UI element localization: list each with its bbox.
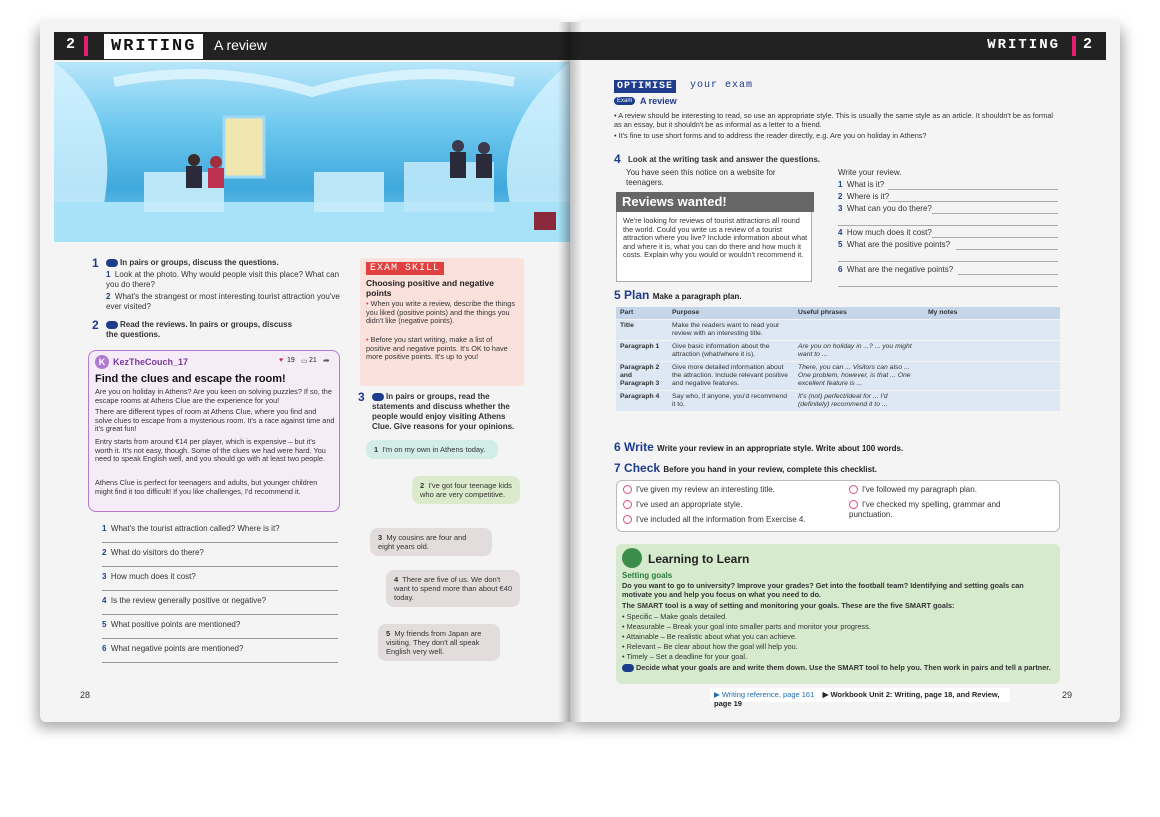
ice-hotel-photo (54, 62, 570, 242)
page-number-left: 28 (80, 690, 91, 700)
optimise-bullet-1: • A review should be interesting to read, so use an appropriate style. This is usually the same style as an article. It shouldn't be as formal as an essay, but it shouldn't be as informal as a letter to a friend. (614, 111, 1054, 129)
reference-bar (710, 688, 1010, 708)
ex4-intro: You have seen this notice on a website for teenagers. (626, 168, 776, 187)
ex1-instruction: In pairs or groups, discuss the questions. (106, 258, 346, 268)
ex5-heading: 5 Plan Make a paragraph plan. (614, 288, 742, 302)
page-subtitle: A review (214, 37, 267, 53)
optimise-label: OPTIMISE (614, 80, 676, 93)
ex1-q1: 1 Look at the photo. Why would people visit this place? What can you do there? (106, 270, 340, 289)
heart-icon: ♥ (279, 357, 284, 364)
unit-accent-right (1072, 36, 1076, 56)
comment-icon: ▭ (301, 358, 308, 365)
ex4-instruction: Look at the writing task and answer the questions. (628, 155, 821, 164)
table-cell: Title (616, 320, 668, 341)
question-5: 5 What positive points are mentioned? (102, 620, 241, 629)
brain-icon (622, 548, 642, 568)
review-p1: Are you on holiday in Athens? Are you keen on solving puzzles? If so, the escape rooms at Athens Clue are the experience for you! (95, 387, 332, 405)
optimise-heading: A review (640, 96, 677, 106)
table-cell: Are you on holiday in ...? ... you might want to ... (794, 341, 924, 362)
ice-hall-illustration (54, 62, 570, 242)
ex4-number: 4 (614, 152, 621, 166)
ex3-number: 3 (358, 390, 365, 404)
ex4-line-3b[interactable] (838, 225, 1058, 226)
notice-text: We're looking for reviews of tourist attractions all round the world. Could you write us a review of a tourist attraction where you live? Include information about what and where it is, what you can do there and how much it costs. Explain why you would or wouldn't recommend it. (623, 216, 808, 260)
optimise-label-b: your exam (690, 80, 754, 91)
table-cell: Paragraph 2 and Paragraph 3 (616, 362, 668, 391)
table-cell: It's (not) perfect/ideal for ... I'd (definitely) recommend it to ... (794, 391, 924, 412)
table-cell: Give basic information about the attraction (what/where it is). (668, 341, 794, 362)
question-2: 2 What do visitors do there? (102, 548, 204, 557)
notes-cell[interactable] (924, 391, 1060, 412)
ex4-line-6b[interactable] (838, 286, 1058, 287)
ex4-q4: 4 How much does it cost? (838, 228, 932, 237)
table-row (616, 341, 1060, 362)
avatar: K (95, 355, 109, 369)
checklist-item-3[interactable]: I've included all the information from Exercise 4. (623, 515, 806, 525)
table-row (616, 320, 1060, 341)
exam-skill-heading: Choosing positive and negative points (366, 278, 494, 298)
ltl-p1: Do you want to go to university? Improve your grades? Get into the football team? Identifying and setting goals can motivate you and help you focus on what you need to do. (622, 581, 1024, 599)
table-header: Useful phrases (794, 307, 924, 320)
ltl-item-5: • Timely – Set a deadline for your goal. (622, 652, 748, 661)
checklist-item-4[interactable]: I've followed my paragraph plan. (849, 485, 977, 495)
ex4-q1: 1 What is it? (838, 180, 885, 189)
speech-bubble-icon (106, 259, 118, 267)
exam-skill-bullet-1: • When you write a review, describe the things you liked (positive points) and the things you didn't like (negative points). (366, 299, 515, 326)
statement-2: 2 I've got four teenage kids who are very competitive. (412, 476, 520, 504)
optimise-bullet-2: • It's fine to use short forms and to address the reader directly, e.g. Are you on holiday in Athens? (614, 131, 927, 140)
ex4-q5: 5 What are the positive points? (838, 240, 951, 249)
ltl-item-3: • Attainable – Be realistic about what you can achieve. (622, 632, 797, 641)
statement-3: 3 My cousins are four and eight years old. (370, 528, 492, 556)
ex4-q6: 6 What are the negative points? (838, 265, 954, 274)
notice-box (616, 192, 812, 282)
answer-line-2[interactable] (102, 566, 338, 567)
statement-5: 5 My friends from Japan are visiting. They don't all speak English very well. (378, 624, 500, 661)
speech-bubble-icon (372, 393, 384, 401)
book-spine-shadow (558, 22, 582, 722)
ex3-instruction: In pairs or groups, read the statements and discuss whether the people would enjoy visiting Athens Clue. Give reasons for your opinions. (372, 392, 515, 431)
ltl-subtitle: Setting goals (622, 571, 673, 580)
ltl-p2: The SMART tool is a way of setting and monitoring your goals. These are the five SMART goals: (622, 601, 955, 610)
unit-number-right: 2 (1082, 36, 1092, 53)
checklist-item-5[interactable]: I've checked my spelling, grammar and punctuation. (849, 500, 1001, 519)
ex4-task: Write your review. (838, 168, 902, 177)
ltl-title: Learning to Learn (648, 552, 750, 566)
notes-cell[interactable] (924, 320, 1060, 341)
answer-line-3[interactable] (102, 590, 338, 591)
ex1-q2: 2 What's the strangest or most interesting tourist attraction you've ever visited? (106, 292, 340, 311)
comments-count: 21 (309, 357, 317, 364)
table-row (616, 391, 1060, 412)
ltl-item-4: • Relevant – Be clear about how the goal will help you. (622, 642, 798, 651)
checklist-item-1[interactable]: I've given my review an interesting title. (623, 485, 775, 495)
section-tag-right: WRITING (987, 37, 1060, 53)
review-title: Find the clues and escape the room! (95, 373, 286, 385)
checkbox-circle-icon[interactable] (849, 485, 858, 494)
speech-bubble-icon (106, 321, 118, 329)
table-cell: Paragraph 4 (616, 391, 668, 412)
ex4-line-2[interactable] (888, 201, 1058, 202)
ex4-line-6[interactable] (958, 274, 1058, 275)
statement-4: 4 There are five of us. We don't want to spend more than about €40 today. (386, 570, 520, 607)
review-p2: There are different types of room at Athens Clue, where you find and solve clues to escape from a mysterious room. It's a race against time and it's great fun! (95, 407, 335, 434)
speech-bubble-icon (622, 664, 634, 672)
ltl-item-2: • Measurable – Break your goal into smaller parts and monitor your progress. (622, 622, 871, 631)
notice-title: Reviews wanted! (616, 192, 814, 212)
question-6: 6 What negative points are mentioned? (102, 644, 244, 653)
page-number-right: 29 (1062, 690, 1073, 700)
answer-line-1[interactable] (102, 542, 338, 543)
answer-line-5[interactable] (102, 638, 338, 639)
question-4: 4 Is the review generally positive or negative? (102, 596, 267, 605)
ex1-number: 1 (92, 256, 99, 270)
table-header: My notes (924, 307, 1060, 320)
ltl-item-1: • Specific – Make goals detailed. (622, 612, 728, 621)
ex4-q2: 2 Where is it? (838, 192, 890, 201)
ex4-line-3[interactable] (932, 213, 1058, 214)
table-header-row (616, 307, 1060, 320)
table-cell: Paragraph 1 (616, 341, 668, 362)
unit-accent (84, 36, 88, 56)
ex2-instruction: Read the reviews. In pairs or groups, discuss the questions. (106, 320, 293, 339)
exam-skill-bullet-2: • Before you start writing, make a list of positive and negative points. It's OK to have more positive points. It's up to you! (366, 335, 508, 362)
checklist-box (616, 480, 1060, 532)
ex4-q3: 3 What can you do there? (838, 204, 932, 213)
table-header: Part (616, 307, 668, 320)
ltl-task: Decide what your goals are and write them down. Use the SMART tool to help you. Then work in pairs and tell a partner. (622, 664, 1054, 673)
exam-skill-label: EXAM SKILL (366, 262, 444, 275)
table-cell: Say who, if anyone, you'd recommend it to. (668, 391, 794, 412)
unit-number: 2 (66, 36, 76, 53)
question-3: 3 How much does it cost? (102, 572, 196, 581)
right-header-bar (570, 32, 1106, 60)
writing-reference-link[interactable]: ▶ Writing reference, page 161 (714, 690, 815, 699)
exam-skill-box (360, 258, 524, 386)
ex4-line-5[interactable] (956, 249, 1058, 250)
review-card (88, 350, 340, 512)
review-p3: Entry starts from around €14 per player, which is expensive – but it's worth it. It's not easy, though. Some of the clues we had were hard. You need to speak English well, and you should go with at least two people. (95, 437, 326, 464)
checkbox-circle-icon[interactable] (623, 485, 632, 494)
learning-to-learn-box (616, 544, 1060, 684)
table-cell (794, 320, 924, 341)
ex4-line-4[interactable] (932, 237, 1058, 238)
table-cell: Make the readers want to read your review with an interesting title. (668, 320, 794, 341)
section-tag: WRITING (104, 34, 203, 59)
likes-count: 19 (287, 357, 295, 364)
answer-line-6[interactable] (102, 662, 338, 663)
right-page (570, 22, 1120, 722)
table-row (616, 362, 1060, 391)
table-header: Purpose (668, 307, 794, 320)
checkbox-circle-icon[interactable] (623, 515, 632, 524)
exam-badge: Exam (614, 97, 635, 105)
workbook-reference-link[interactable]: ▶ Workbook Unit 2: Writing, page 18, and Review, page 19 (714, 690, 1000, 708)
paragraph-plan-table (616, 307, 1060, 411)
checkbox-circle-icon[interactable] (623, 500, 632, 509)
checklist-item-2[interactable]: I've used an appropriate style. (623, 500, 742, 510)
notes-cell[interactable] (924, 362, 1060, 391)
ex4-line-5b[interactable] (838, 261, 1058, 262)
ex7-heading: 7 Check Before you hand in your review, complete this checklist. (614, 461, 877, 475)
table-cell: Give more detailed information about the attraction. Include relevant positive and negative features. (668, 362, 794, 391)
ex2-number: 2 (92, 318, 99, 332)
review-p4: Athens Clue is perfect for teenagers and adults, but younger children might find it too difficult! If you like challenges, I'd recommend it. (95, 478, 318, 496)
notes-cell[interactable] (924, 341, 1060, 362)
answer-line-4[interactable] (102, 614, 338, 615)
statement-1: 1 I'm on my own in Athens today. (366, 440, 498, 459)
left-header-bar (54, 32, 570, 60)
checkbox-circle-icon[interactable] (849, 500, 858, 509)
ex6-heading: 6 Write Write your review in an appropriate style. Write about 100 words. (614, 440, 904, 454)
left-page (40, 22, 570, 722)
review-username: KezTheCouch_17 (113, 357, 189, 367)
open-textbook (40, 22, 1120, 722)
question-1: 1 What's the tourist attraction called? Where is it? (102, 524, 280, 533)
table-cell: There, you can ... Visitors can also ... One problem, however, is that ... One excellent feature is ... (794, 362, 924, 391)
share-icon: ➦ (323, 356, 330, 365)
ex4-line-1[interactable] (888, 189, 1058, 190)
